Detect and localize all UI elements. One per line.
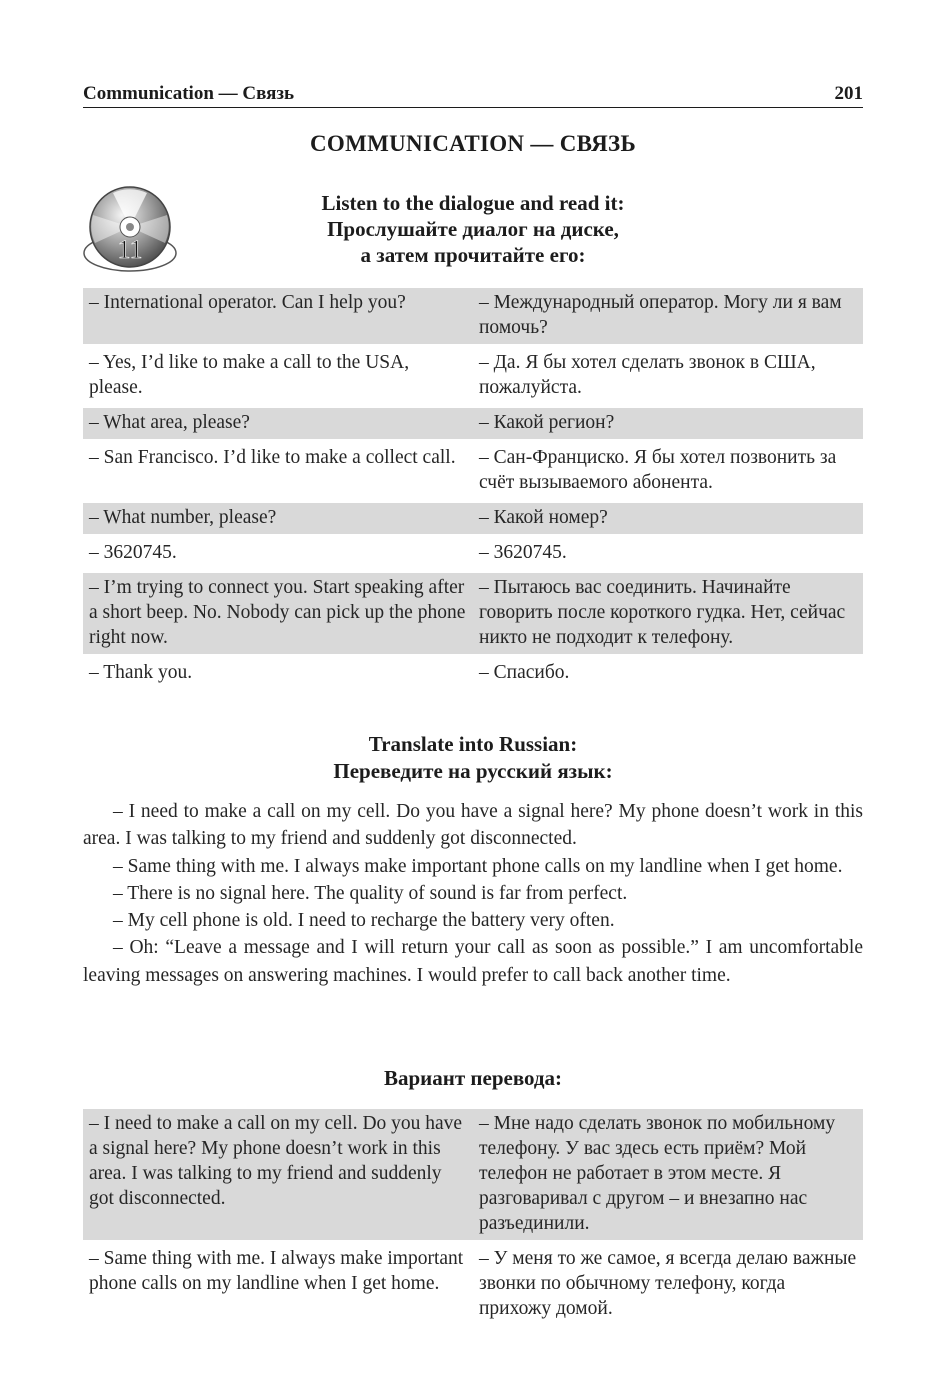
dialogue-row <box>83 658 863 693</box>
variant-row <box>83 1244 863 1329</box>
variant-heading: Вариант перевода: <box>383 1066 563 1090</box>
dialogue-ru: – Да. Я бы хотел сделать звонок в США, пожалуйста. <box>473 348 863 408</box>
variant-table <box>83 1109 863 1329</box>
dialogue-en: – What number, please? <box>83 503 473 538</box>
listen-heading <box>83 190 863 268</box>
dialogue-row <box>83 408 863 443</box>
dialogue-en: – International operator. Can I help you? <box>83 288 473 348</box>
listen-heading-ru-2: а затем прочитайте его: <box>360 243 586 267</box>
dialogue-table <box>83 288 863 693</box>
variant-row <box>83 1109 863 1244</box>
dialogue-ru: – Какой номер? <box>473 503 863 538</box>
listen-heading-en: Listen to the dialogue and read it: <box>321 191 625 215</box>
dialogue-en: – San Francisco. I’d like to make a collect call. <box>83 443 473 503</box>
variant-en: – I need to make a call on my cell. Do you have a signal here? My phone doesn’t work in this area. I was talking to my friend and suddenly got disconnected. <box>83 1109 473 1244</box>
exercise-paragraph: – My cell phone is old. I need to recharge the battery very often. <box>113 910 615 932</box>
dialogue-en: – Yes, I’d like to make a call to the USA, please. <box>83 348 473 408</box>
variant-ru: – Мне надо сделать звонок по мобильному телефону. У вас здесь есть приём? Мой телефон не работает в этом месте. Я разговаривал с другом – и внезапно нас разъединили. <box>473 1109 863 1244</box>
dialogue-ru: – Какой регион? <box>473 408 863 443</box>
running-title: Communication — Связь <box>83 83 295 104</box>
chapter-title: COMMUNICATION — СВЯЗЬ <box>310 131 636 156</box>
dialogue-en: – Thank you. <box>83 658 473 693</box>
dialogue-row <box>83 288 863 348</box>
dialogue-ru: – Международный оператор. Могу ли я вам помочь? <box>473 288 863 348</box>
exercise-paragraph: – Oh: “Leave a message and I will return your call as soon as possible.” I am uncomfortable leaving messages on answering machines. I would prefer to call back another time. <box>83 937 863 986</box>
running-head <box>83 83 863 108</box>
variant-ru: – У меня то же самое, я всегда делаю важные звонки по обычному телефону, когда прихожу домой. <box>473 1244 863 1329</box>
dialogue-en: – 3620745. <box>83 538 473 573</box>
dialogue-ru: – Спасибо. <box>473 658 863 693</box>
translate-heading-en: Translate into Russian: <box>368 732 578 756</box>
exercise-paragraph: – There is no signal here. The quality of sound is far from perfect. <box>113 882 628 904</box>
dialogue-row <box>83 348 863 408</box>
cd-track-number: 11 <box>117 235 143 264</box>
translate-heading-ru: Переведите на русский язык: <box>333 759 613 783</box>
dialogue-row <box>83 443 863 503</box>
dialogue-ru: – Сан-Франциско. Я бы хотел позвонить за счёт вызываемого абонента. <box>473 443 863 503</box>
exercise-text <box>83 798 863 989</box>
dialogue-row <box>83 503 863 538</box>
exercise-paragraph: – I need to make a call on my cell. Do you have a signal here? My phone doesn’t work in this area. I was talking to my friend and suddenly got disconnected. <box>83 801 863 850</box>
dialogue-en: – I’m trying to connect you. Start speaking after a short beep. No. Nobody can pick up the phone right now. <box>83 573 473 658</box>
translate-heading <box>83 731 863 785</box>
dialogue-ru: – Пытаюсь вас соединить. Начинайте говорить после короткого гудка. Нет, сейчас никто не подходит к телефону. <box>473 573 863 658</box>
dialogue-en: – What area, please? <box>83 408 473 443</box>
dialogue-row <box>83 538 863 573</box>
variant-en: – Same thing with me. I always make important phone calls on my landline when I get home. <box>83 1244 473 1329</box>
dialogue-ru: – 3620745. <box>473 538 863 573</box>
page-number: 201 <box>834 83 863 104</box>
exercise-paragraph: – Same thing with me. I always make important phone calls on my landline when I get home. <box>113 855 843 877</box>
dialogue-row <box>83 573 863 658</box>
listen-heading-ru-1: Прослушайте диалог на диске, <box>327 217 619 241</box>
